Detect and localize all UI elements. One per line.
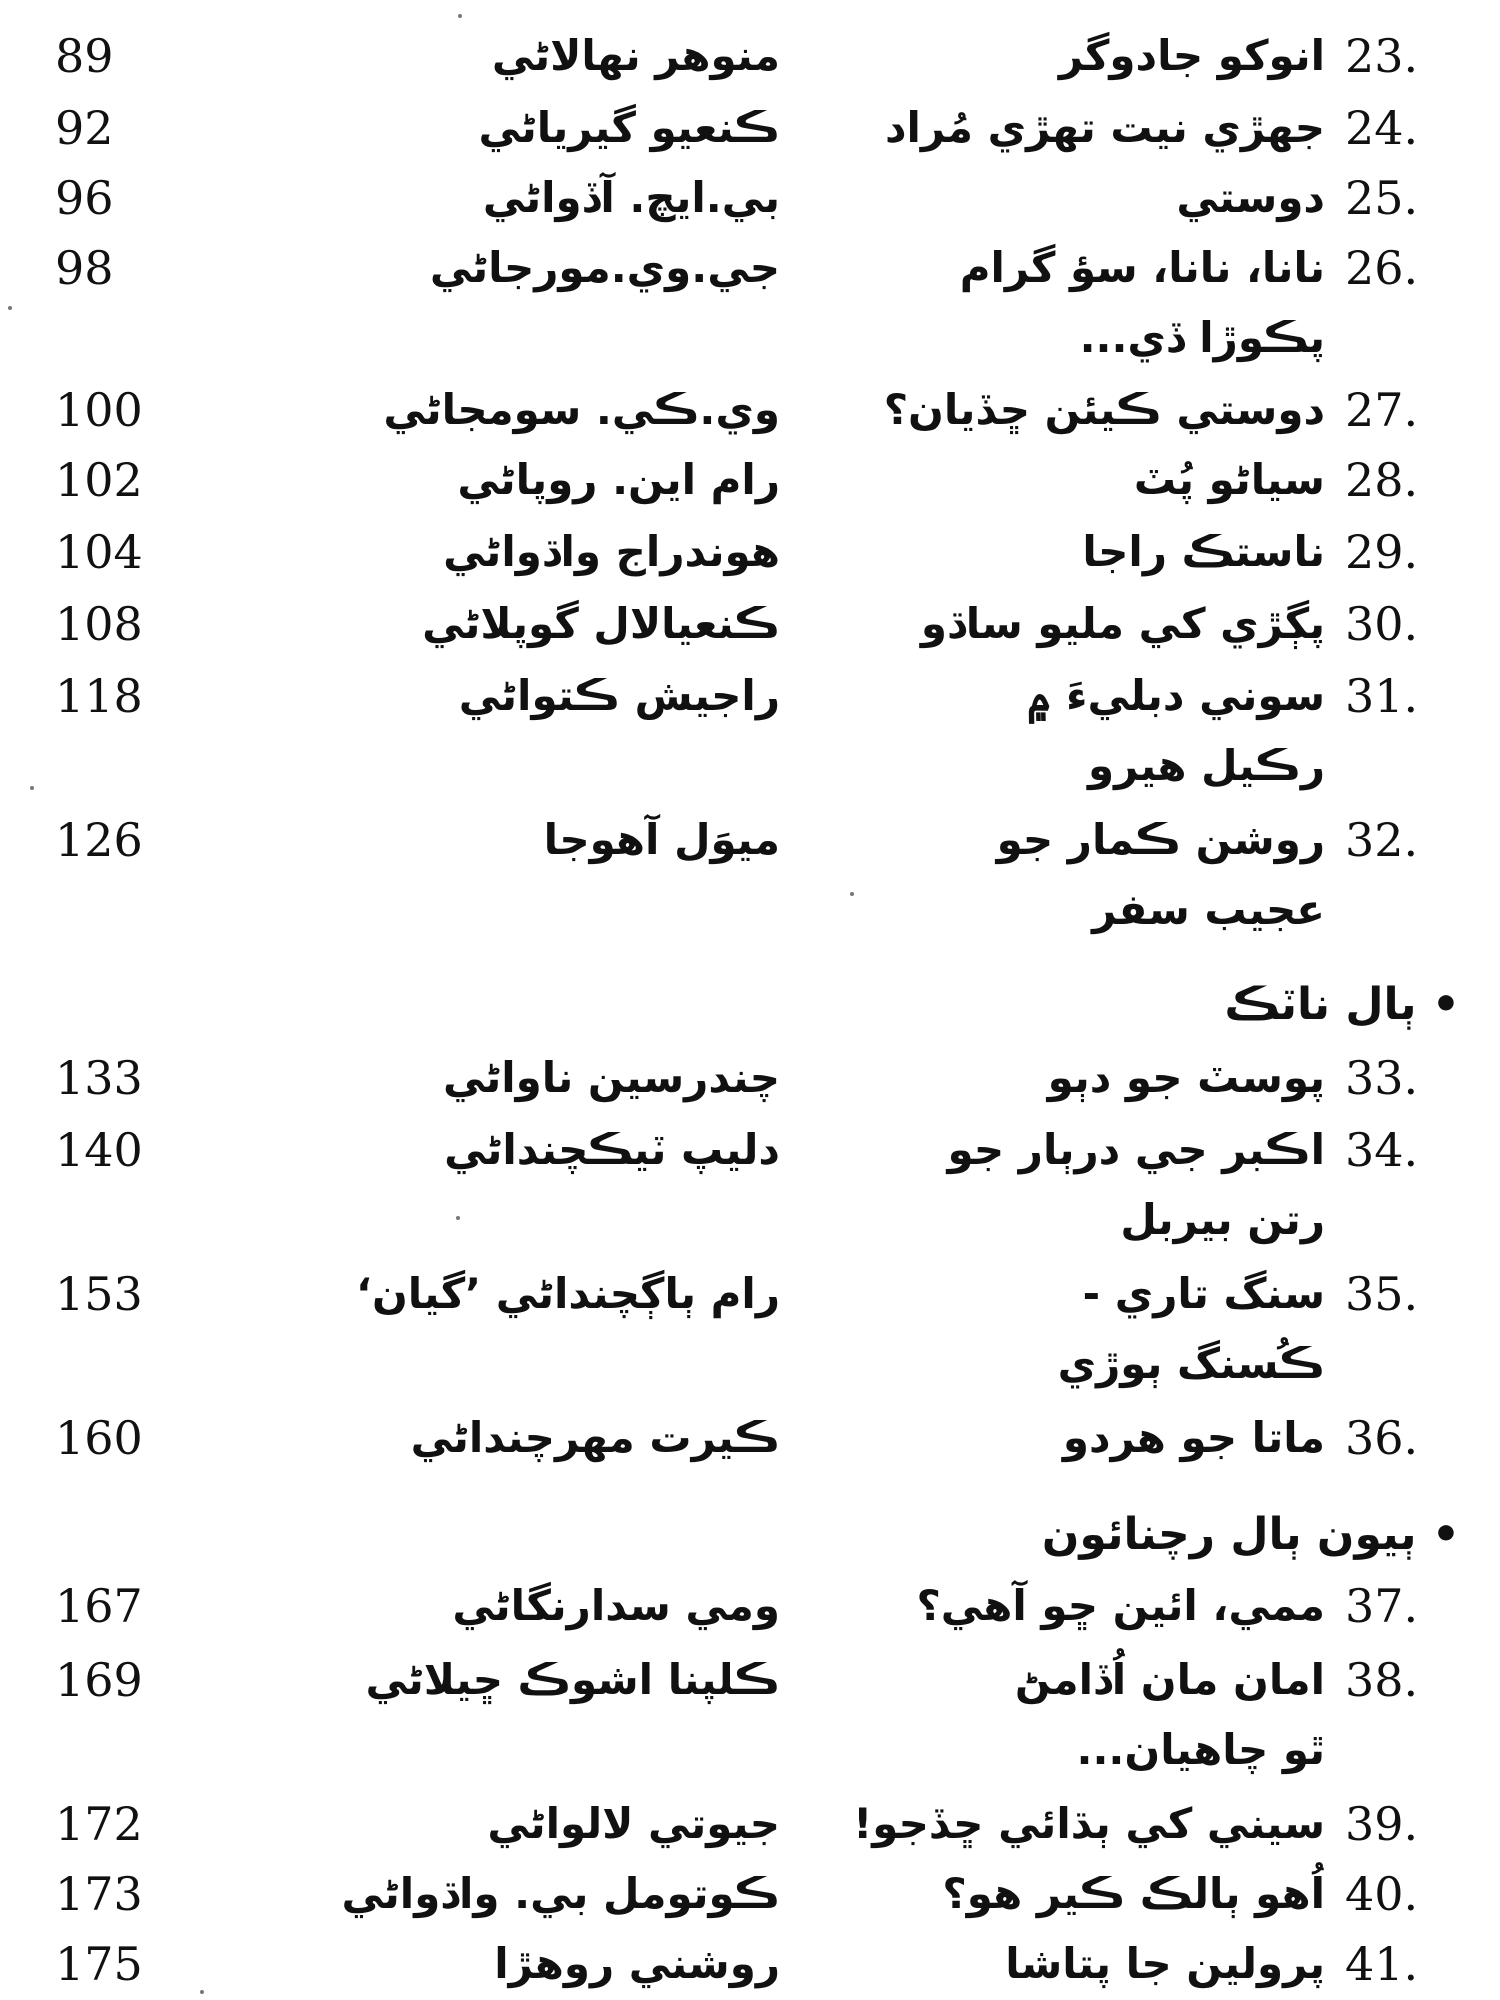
entry-title: پڳڙي کي مليو ساڌو [920, 599, 1325, 648]
entry-title: روشن ڪمار جو [996, 815, 1325, 864]
entry-title-continued: پڪوڙا ڏي... [1079, 313, 1325, 362]
entry-number: 38. [1345, 1653, 1419, 1707]
entry-title: نانا، نانا، سؤ گرام [959, 243, 1325, 292]
scan-speck [200, 1990, 204, 1994]
scan-speck [456, 1216, 460, 1220]
entry-author: راجيش ڪتواڻي [458, 671, 780, 720]
toc-entry [0, 1796, 1500, 1852]
toc-entry [0, 1266, 1500, 1388]
scan-speck [458, 14, 462, 18]
entry-author: وي.ڪي. سومجاڻي [383, 385, 780, 434]
entry-page-number: 140 [55, 1123, 143, 1177]
entry-page-number: 104 [55, 525, 143, 579]
section-heading-text: ٻال ناٽڪ [1224, 979, 1417, 1030]
entry-page-number: 92 [55, 101, 114, 155]
entry-author: منوهر نهالاڻي [491, 31, 780, 80]
section-heading [760, 975, 1460, 1035]
entry-author: ميوَل آهوجا [543, 815, 780, 864]
entry-author: بي.ايچ. آڏواڻي [482, 173, 780, 222]
section-heading [760, 1505, 1460, 1565]
toc-entry [0, 1578, 1500, 1634]
entry-number: 28. [1345, 453, 1419, 507]
entry-number: 34. [1345, 1123, 1419, 1177]
entry-page-number: 153 [55, 1267, 143, 1321]
entry-number: 39. [1345, 1797, 1419, 1851]
toc-entry [0, 524, 1500, 580]
entry-title: اُهو ٻالڪ ڪير هو؟ [942, 1869, 1325, 1918]
scan-speck [850, 892, 854, 896]
entry-title: ممي، ائين ڇو آهي؟ [916, 1581, 1325, 1630]
entry-page-number: 108 [55, 597, 143, 651]
entry-page-number: 98 [55, 241, 114, 295]
entry-page-number: 167 [55, 1579, 143, 1633]
entry-author: روشني روهڙا [494, 1939, 780, 1988]
entry-page-number: 173 [55, 1867, 143, 1921]
entry-title-continued: ڪُسنگ ٻوڙي [1057, 1339, 1325, 1388]
entry-author: هوندراج واڌواڻي [443, 527, 780, 576]
entry-page-number: 96 [55, 171, 114, 225]
entry-title: دوستي ڪيئن ڇڏيان؟ [883, 385, 1325, 434]
entry-page-number: 102 [55, 453, 143, 507]
entry-number: 30. [1345, 597, 1419, 651]
toc-entry [0, 240, 1500, 362]
entry-title: اڪبر جي درٻار جو [947, 1125, 1325, 1174]
entry-author: رام ٻاڳچنداڻي ’گيان‘ [356, 1269, 780, 1318]
entry-author: ڪيرت مهرچنداڻي [410, 1413, 780, 1462]
entry-author: جيوتي لالواڻي [487, 1799, 780, 1848]
toc-entry [0, 382, 1500, 438]
entry-page-number: 133 [55, 1051, 143, 1105]
entry-author: ڪلپنا اشوڪ ڇيلاڻي [365, 1655, 780, 1704]
entry-number: 37. [1345, 1579, 1419, 1633]
toc-entry [0, 100, 1500, 156]
entry-number: 35. [1345, 1267, 1419, 1321]
toc-entry [0, 1050, 1500, 1106]
toc-entry [0, 1936, 1500, 1992]
toc-entry [0, 170, 1500, 226]
entry-title: پرولين جا پتاشا [1005, 1939, 1325, 1988]
entry-page-number: 89 [55, 29, 114, 83]
entry-page-number: 160 [55, 1411, 143, 1465]
entry-title: دوستي [1176, 173, 1325, 222]
entry-title: سنگ تاري - [1082, 1269, 1325, 1318]
entry-title-continued: رڪيل هيرو [1087, 741, 1325, 790]
entry-author: ومي سدارنگاڻي [452, 1581, 780, 1630]
entry-title: سوني دبليءَ ۾ [1026, 671, 1325, 720]
entry-author: دليپ ٽيڪچنداڻي [444, 1125, 780, 1174]
entry-title: پوسٽ جو دٻو [1047, 1053, 1325, 1102]
entry-author: ڪوتومل بي. واڌواڻي [341, 1869, 780, 1918]
entry-author: رام اين. روپاڻي [457, 455, 780, 504]
entry-page-number: 100 [55, 383, 143, 437]
entry-title: جهڙي نيت تهڙي مُراد [884, 103, 1325, 152]
entry-number: 36. [1345, 1411, 1419, 1465]
toc-entry [0, 28, 1500, 84]
toc-entry [0, 596, 1500, 652]
entry-title: ماتا جو هردو [1062, 1413, 1325, 1462]
entry-title-continued: رتن بيربل [1120, 1195, 1325, 1244]
toc-entry [0, 1410, 1500, 1466]
entry-number: 26. [1345, 241, 1419, 295]
entry-author: ڪنعيالال گوپلاڻي [422, 599, 780, 648]
entry-number: 25. [1345, 171, 1419, 225]
toc-entry [0, 452, 1500, 508]
entry-number: 29. [1345, 525, 1419, 579]
entry-page-number: 126 [55, 813, 143, 867]
entry-author: ڪنعيو گيرياڻي [478, 103, 780, 152]
entry-title: سيني کي ٻڌائي ڇڏجو! [853, 1799, 1325, 1848]
bullet-icon: • [1431, 979, 1460, 1030]
entry-author: چندرسين ناواڻي [442, 1053, 780, 1102]
entry-title: انوکو جادوگر [1058, 31, 1325, 80]
entry-title: ناستڪ راجا [1082, 527, 1325, 576]
entry-author: جي.وي.مورجاڻي [429, 243, 780, 292]
bullet-icon: • [1431, 1509, 1460, 1560]
entry-title-continued: ٿو چاهيان... [1076, 1725, 1325, 1774]
toc-entry [0, 812, 1500, 934]
toc-entry [0, 1122, 1500, 1244]
entry-number: 40. [1345, 1867, 1419, 1921]
entry-number: 32. [1345, 813, 1419, 867]
entry-page-number: 172 [55, 1797, 143, 1851]
entry-title: سياڻو پُٽ [1133, 455, 1325, 504]
entry-number: 41. [1345, 1937, 1419, 1991]
entry-number: 31. [1345, 669, 1419, 723]
toc-entry [0, 1652, 1500, 1774]
scan-speck [30, 786, 34, 790]
toc-entry [0, 1866, 1500, 1922]
entry-page-number: 118 [55, 669, 143, 723]
toc-entry [0, 668, 1500, 790]
section-heading-text: ٻيون ٻال رچنائون [1041, 1509, 1417, 1560]
entry-page-number: 175 [55, 1937, 143, 1991]
entry-number: 23. [1345, 29, 1419, 83]
entry-title: امان مان اُڏامڻ [1014, 1655, 1325, 1704]
scan-speck [8, 306, 12, 310]
entry-number: 33. [1345, 1051, 1419, 1105]
entry-page-number: 169 [55, 1653, 143, 1707]
entry-title-continued: عجيب سفر [1092, 885, 1325, 934]
entry-number: 27. [1345, 383, 1419, 437]
entry-number: 24. [1345, 101, 1419, 155]
